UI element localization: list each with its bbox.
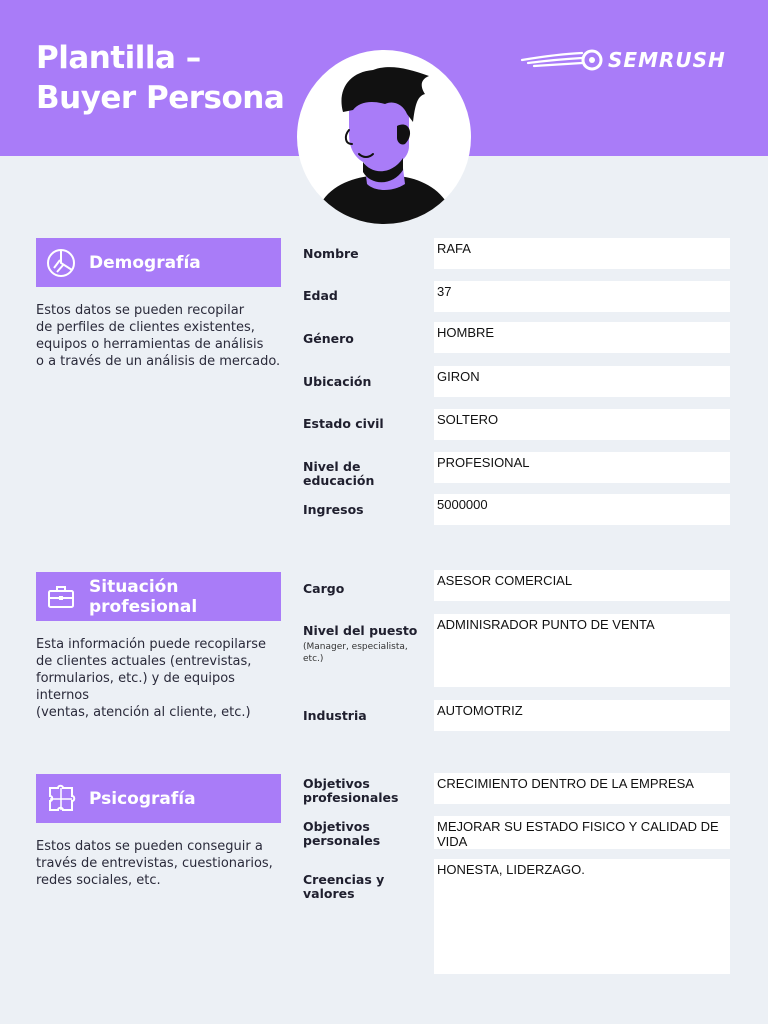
field-label-genero: Género: [303, 331, 354, 346]
field-value-estado-civil[interactable]: SOLTERO: [434, 409, 730, 440]
section-demografia: [36, 238, 281, 287]
field-label-nombre: Nombre: [303, 246, 359, 261]
section-situacion-profesional: [36, 572, 281, 621]
chart-pie-icon: [46, 248, 76, 278]
section-psicografia: [36, 774, 281, 823]
field-label-note: (Manager, especialista, etc.): [303, 642, 408, 664]
section-description: Esta información puede recopilarse de clientes actuales (entrevistas, formularios, etc.) y de equipos internos (ventas, atención al cliente, etc.): [36, 637, 266, 720]
field-label-ingresos: Ingresos: [303, 502, 364, 517]
persona-avatar: [297, 50, 471, 224]
field-value-objetivos-profesionales[interactable]: CRECIMIENTO DENTRO DE LA EMPRESA: [434, 773, 730, 804]
brand-name: SEMRUSH: [608, 48, 726, 72]
field-label-text: Nivel del puesto: [303, 623, 418, 638]
field-value-creencias-valores[interactable]: HONESTA, LIDERZAGO.: [434, 859, 730, 974]
field-value-genero[interactable]: HOMBRE: [434, 322, 730, 353]
field-value-nivel-educacion[interactable]: PROFESIONAL: [434, 452, 730, 483]
field-value-objetivos-personales[interactable]: MEJORAR SU ESTADO FISICO Y CALIDAD DE VIDA: [434, 816, 730, 849]
section-title: Demografía: [89, 252, 201, 273]
field-value-industria[interactable]: AUTOMOTRIZ: [434, 700, 730, 731]
field-value-cargo[interactable]: ASESOR COMERCIAL: [434, 570, 730, 601]
person-illustration: [297, 50, 471, 224]
semrush-comet-icon: [520, 45, 604, 75]
section-description: Estos datos se pueden conseguir a través de entrevistas, cuestionarios, redes sociales, etc.: [36, 839, 273, 888]
field-value-ubicacion[interactable]: GIRON: [434, 366, 730, 397]
title-line-1: Plantilla –: [36, 40, 201, 76]
field-label-cargo: Cargo: [303, 581, 345, 596]
section-title: Psicografía: [89, 788, 196, 809]
field-label-nivel-puesto: [303, 624, 428, 665]
field-value-nivel-puesto[interactable]: ADMINISRADOR PUNTO DE VENTA: [434, 614, 730, 687]
field-value-edad[interactable]: 37: [434, 281, 730, 312]
section-description: Estos datos se pueden recopilar de perfiles de clientes existentes, equipos o herramientas de análisis o a través de un análisis de mercado.: [36, 303, 281, 369]
field-label-objetivos-profesionales: Objetivos profesionales: [303, 776, 399, 805]
puzzle-icon: [46, 784, 76, 814]
field-label-nivel-educacion: Nivel de educación: [303, 459, 375, 488]
field-value-ingresos[interactable]: 5000000: [434, 494, 730, 525]
field-label-industria: Industria: [303, 708, 367, 723]
field-label-estado-civil: Estado civil: [303, 416, 384, 431]
section-title: Situación profesional: [89, 576, 198, 617]
title-line-2: Buyer Persona: [36, 80, 285, 116]
field-label-edad: Edad: [303, 288, 338, 303]
field-value-nombre[interactable]: RAFA: [434, 238, 730, 269]
field-label-objetivos-personales: Objetivos personales: [303, 819, 381, 848]
field-label-creencias-valores: Creencias y valores: [303, 872, 385, 901]
briefcase-icon: [46, 582, 76, 612]
semrush-logo: [520, 44, 734, 76]
page-title: [36, 38, 284, 118]
field-label-ubicacion: Ubicación: [303, 374, 372, 389]
